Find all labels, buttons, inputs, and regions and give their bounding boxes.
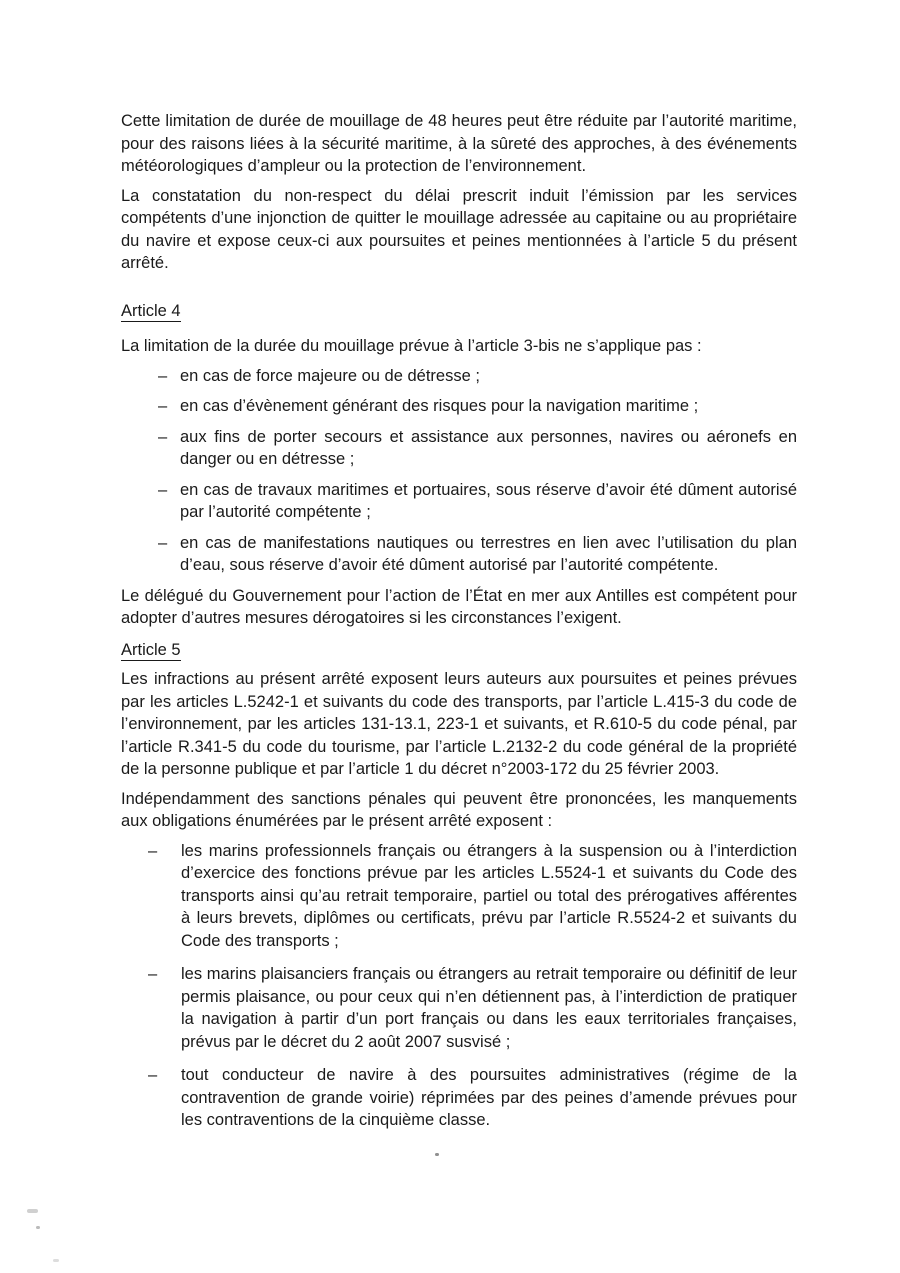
dash-marker: –: [158, 427, 168, 446]
article-4-exception-list: [121, 365, 797, 577]
scan-speck: [36, 1226, 40, 1229]
paragraph-constatation: La constatation du non-respect du délai prescrit induit l’émission par les services compétents d’une injonction de quitter le mouillage adressée au capitaine ou au propriétaire du navire et expose ceux-ci aux poursuites et peines mentionnées à l’article 5 du présent arrêté.: [121, 186, 797, 272]
list-item: [148, 963, 797, 1053]
article-4-intro: La limitation de la durée du mouillage prévue à l’article 3-bis ne s’applique pas :: [121, 337, 702, 355]
article-5-sanction-list: [121, 840, 797, 1132]
list-item-text: en cas de force majeure ou de détresse ;: [180, 366, 480, 385]
scan-speck: [27, 1209, 38, 1213]
scan-speck: [435, 1153, 439, 1156]
list-item: [158, 365, 797, 388]
list-item: [158, 479, 797, 524]
article-5-infractions: Les infractions au présent arrêté exposent leurs auteurs aux poursuites et peines prévues par les articles L.5242-1 et suivants du code des transports, par l’article L.415-3 du code de l’environnement, par les articles 131-13.1, 223-1 et suivants, et R.610-5 du code pénal, par l’article R.341-5 du code du tourisme, par l’article L.2132-2 du code général de la propriété de la personne publique et par l’article 1 du décret n°2003-172 du 25 février 2003.: [121, 670, 797, 778]
list-item-text: les marins plaisanciers français ou étrangers au retrait temporaire ou définitif de leur permis plaisance, ou pour ceux qui n’en détiennent pas, à l’interdiction de pratiquer la navigation à partir d’un port français ou dans les eaux territoriales françaises, prévus par le décret du 2 août 2007 susvisé ;: [181, 965, 797, 1051]
dash-marker: –: [158, 366, 168, 385]
list-item-text: en cas de manifestations nautiques ou terrestres en lien avec l’utilisation du plan d’eau, sous réserve d’avoir été dûment autorisé par l’autorité compétente.: [180, 533, 797, 574]
article-4-heading-text: Article 4: [121, 301, 181, 320]
article-4-closing: Le délégué du Gouvernement pour l’action de l’État en mer aux Antilles est compétent pour adopter d’autres mesures dérogatoires si les circonstances l’exigent.: [121, 586, 797, 627]
article-5-heading: [121, 639, 797, 662]
dash-marker: –: [158, 397, 168, 415]
list-item-text: les marins professionnels français ou étrangers à la suspension ou à l’interdiction d’exercice des fonctions prévue par les articles L.5524-1 et suivants du Code des transports ainsi qu’au retrait temporaire, partiel ou total des prérogatives afférentes à leurs brevets, diplômes ou certificats, prévu par l’article R.5524-2 et suivants du Code des transports ;: [181, 841, 797, 950]
list-item: [148, 840, 797, 953]
dash-marker: –: [158, 480, 168, 499]
list-item-text: aux fins de porter secours et assistance aux personnes, navires ou aéronefs en danger ou en détresse ;: [180, 427, 797, 468]
dash-marker: –: [148, 965, 158, 983]
paragraph-limitation-48h: Cette limitation de durée de mouillage de 48 heures peut être réduite par l’autorité maritime, pour des raisons liées à la sécurité maritime, à la sûreté des approches, à des événements météorologiques d’ampleur ou la protection de l’environnement.: [121, 112, 797, 175]
list-item-text: en cas d’évènement générant des risques pour la navigation maritime ;: [180, 397, 699, 415]
list-item: [158, 532, 797, 577]
scan-speck: [53, 1259, 59, 1262]
list-item: [158, 395, 797, 418]
dash-marker: –: [158, 533, 168, 552]
list-item: [148, 1064, 797, 1132]
article-5-heading-text: Article 5: [121, 640, 181, 659]
dash-marker: –: [148, 841, 158, 860]
dash-marker: –: [148, 1066, 158, 1084]
article-4-heading: [121, 300, 797, 323]
article-5-sanctions-intro: Indépendamment des sanctions pénales qui peuvent être prononcées, les manquements aux obligations énumérées par le présent arrêté exposent :: [121, 789, 797, 830]
list-item-text: en cas de travaux maritimes et portuaires, sous réserve d’avoir été dûment autorisé par l’autorité compétente ;: [180, 480, 797, 521]
list-item-text: tout conducteur de navire à des poursuites administratives (régime de la contravention de grande voirie) réprimées par des peines d’amende prévues pour les contraventions de la cinquième classe.: [181, 1066, 797, 1129]
document-body: [121, 0, 797, 1143]
list-item: [158, 426, 797, 471]
